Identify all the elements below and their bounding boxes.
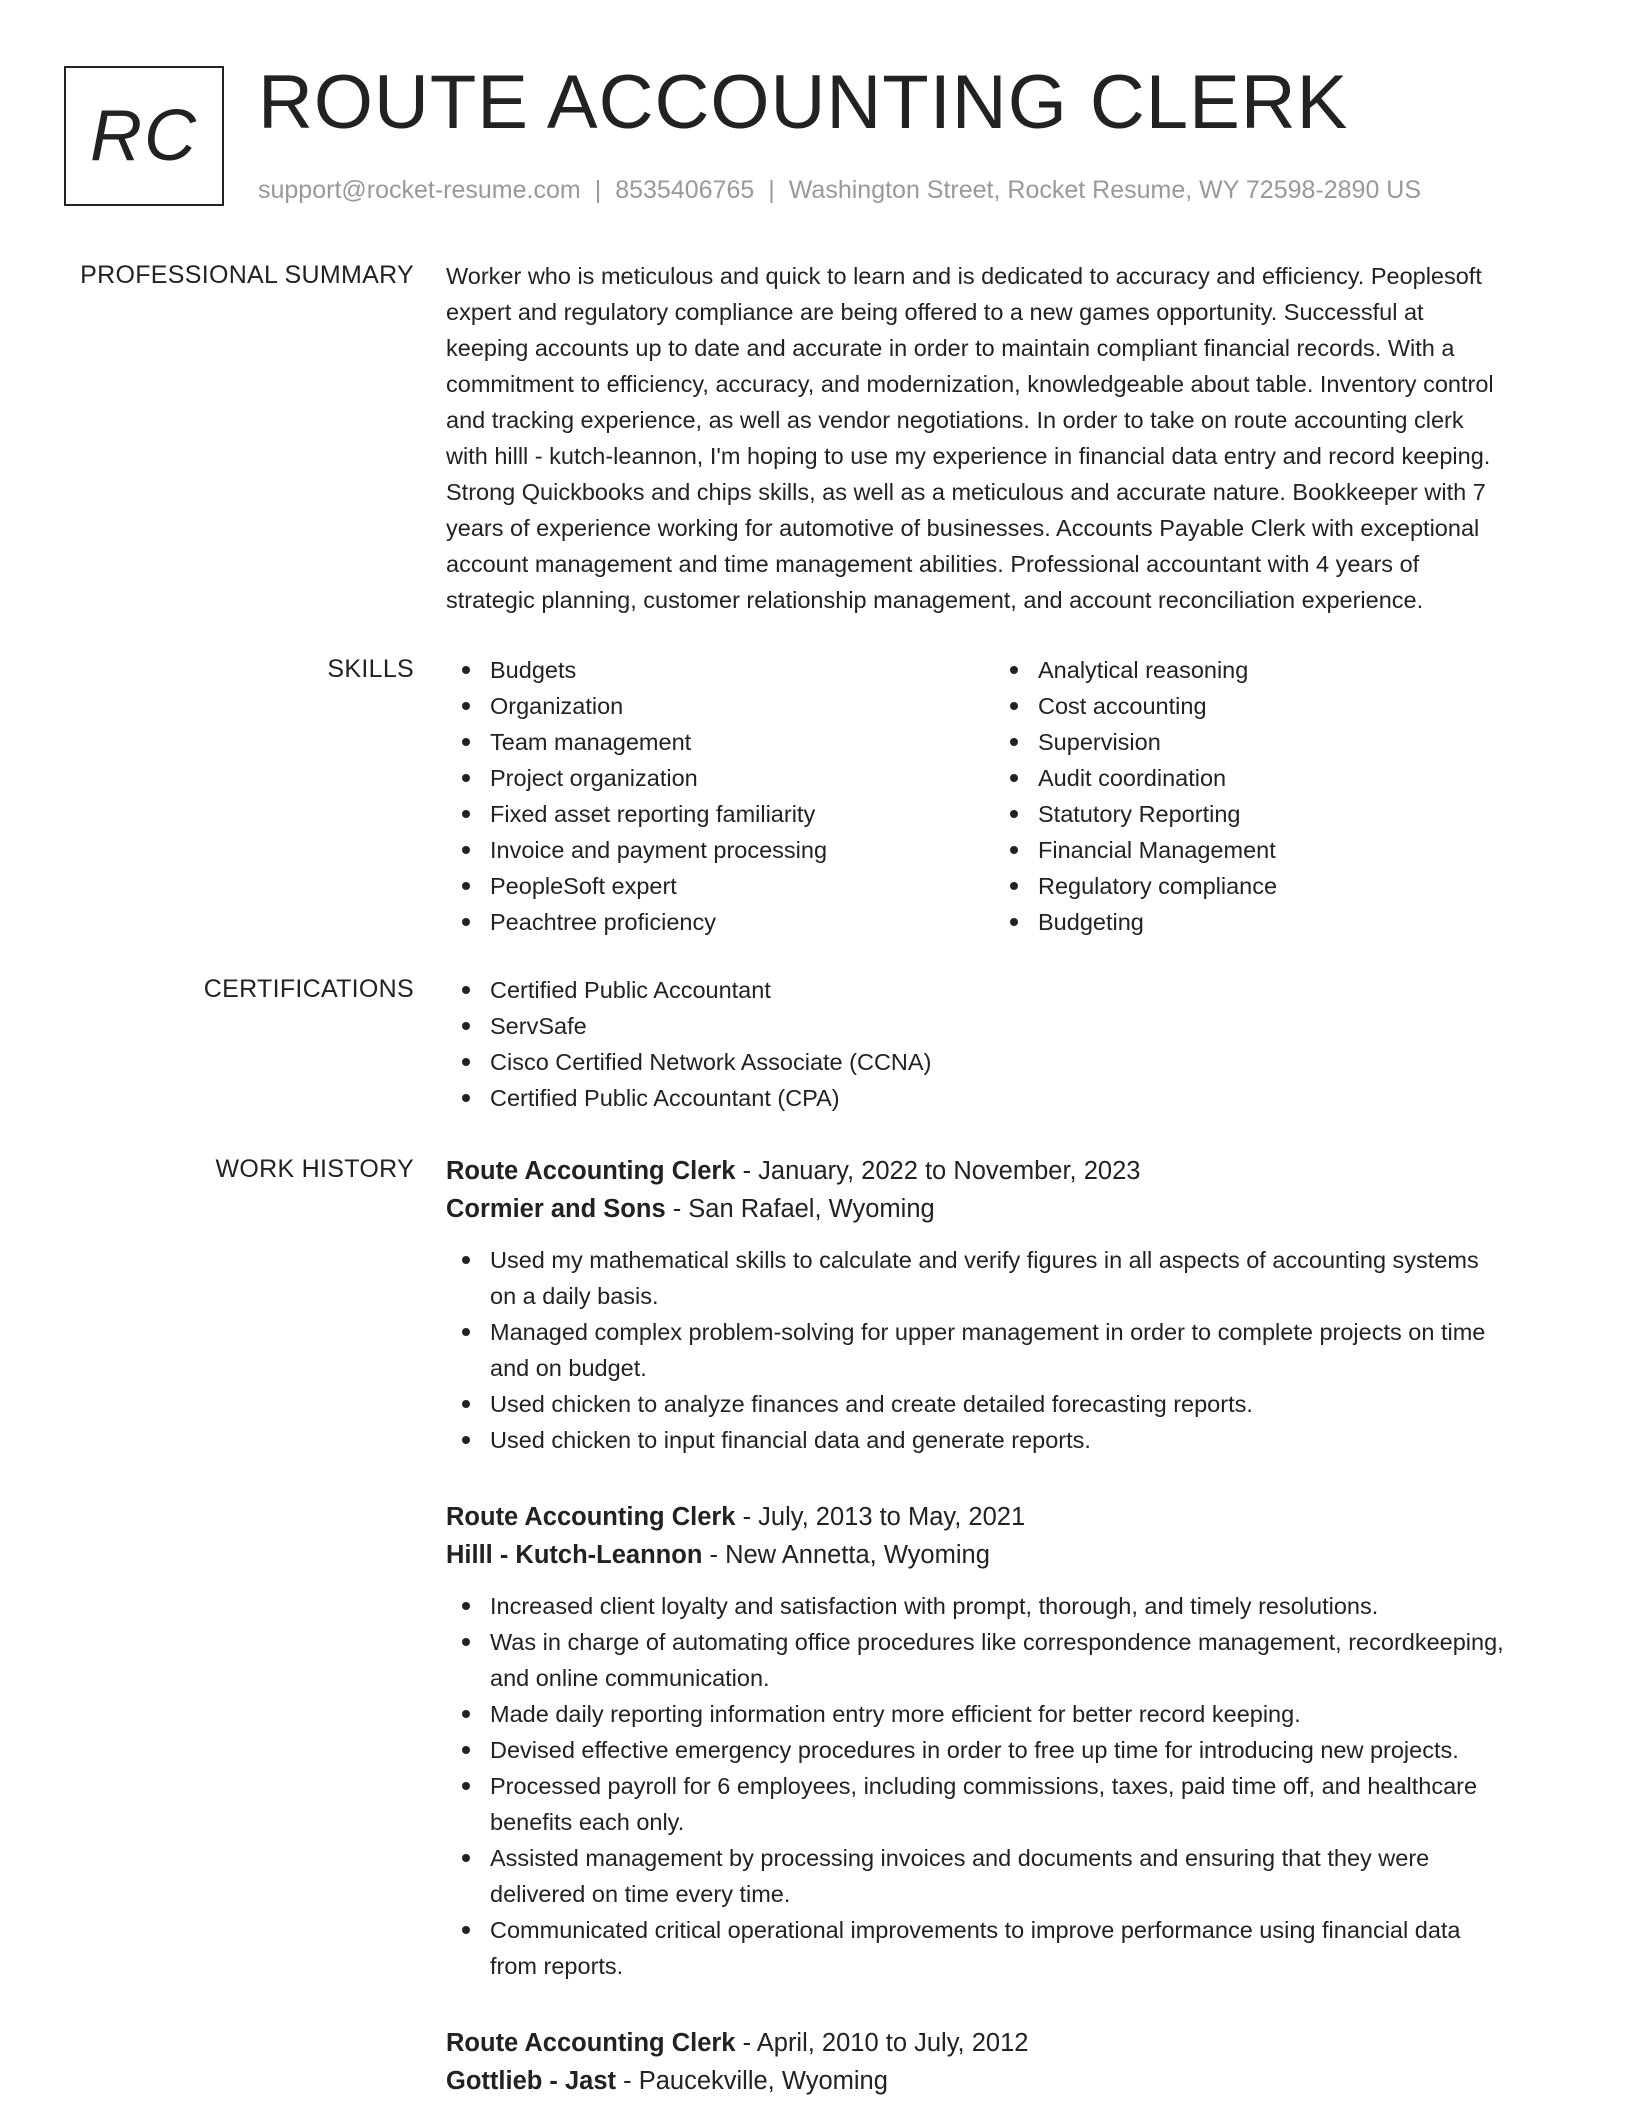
- job-company-line: [446, 2062, 1566, 2100]
- duty-line: Assisted management by processing invoices and documents and ensuring that they were: [490, 1845, 1430, 1871]
- skills-column-left: [446, 652, 986, 940]
- skill-item: Invoice and payment processing: [446, 832, 986, 868]
- job-company: Cormier and Sons: [446, 1195, 666, 1223]
- certifications-list: [446, 972, 1566, 1116]
- job-location: - Paucekville, Wyoming: [616, 2067, 888, 2095]
- contact-email: support@rocket-resume.com: [258, 176, 581, 204]
- job-title: Route Accounting Clerk: [446, 1157, 736, 1185]
- job-duties: [446, 1588, 1566, 1984]
- job-duties: [446, 1242, 1566, 1458]
- duty-line: Made daily reporting information entry more efficient for better record keeping.: [490, 1701, 1301, 1727]
- job-dates: - January, 2022 to November, 2023: [735, 1157, 1141, 1185]
- summary-label: PROFESSIONAL SUMMARY: [80, 261, 414, 289]
- contact-separator: |: [594, 176, 602, 204]
- job-dates: - July, 2013 to May, 2021: [735, 1503, 1026, 1531]
- summary-line: with hilll - kutch-leannon, I'm hoping to use my experience in financial data entry and record keeping.: [446, 443, 1491, 469]
- duty-item: [446, 1588, 1566, 1624]
- skill-item: Analytical reasoning: [994, 652, 1534, 688]
- duty-line: benefits each only.: [490, 1809, 685, 1835]
- duty-line: delivered on time every time.: [490, 1881, 791, 1907]
- job-company: Hilll - Kutch-Leannon: [446, 1541, 703, 1569]
- skill-item: Budgeting: [994, 904, 1534, 940]
- contact-line: [258, 174, 1421, 206]
- skill-item: Audit coordination: [994, 760, 1534, 796]
- contact-phone: 8535406765: [615, 176, 755, 204]
- skill-item: PeopleSoft expert: [446, 868, 986, 904]
- duty-line: Managed complex problem-solving for upper management in order to complete projects on time: [490, 1319, 1486, 1345]
- job-location: - New Annetta, Wyoming: [702, 1541, 990, 1569]
- duty-item: [446, 1840, 1566, 1912]
- duty-line: Increased client loyalty and satisfaction with prompt, thorough, and timely resolutions.: [490, 1593, 1379, 1619]
- skill-item: Regulatory compliance: [994, 868, 1534, 904]
- job-entry: [446, 2024, 1566, 2100]
- summary-line: Worker who is meticulous and quick to learn and is dedicated to accuracy and efficiency. Peoplesoft: [446, 263, 1482, 289]
- duty-line: Used chicken to input financial data and generate reports.: [490, 1427, 1091, 1453]
- summary-line: keeping accounts up to date and accurate in order to maintain compliant financial records. With a: [446, 335, 1455, 361]
- job-title-line: [446, 1498, 1566, 1536]
- certification-item: Certified Public Accountant: [446, 972, 1566, 1008]
- duty-item: [446, 1732, 1566, 1768]
- summary-line: years of experience working for automotive of businesses. Accounts Payable Clerk with exceptional: [446, 515, 1480, 541]
- summary-text: [446, 258, 1566, 618]
- duty-item: [446, 1624, 1566, 1696]
- skill-item: Financial Management: [994, 832, 1534, 868]
- certification-item: ServSafe: [446, 1008, 1566, 1044]
- summary-line: Strong Quickbooks and chips skills, as well as a meticulous and accurate nature. Bookkeeper with 7: [446, 479, 1486, 505]
- skill-item: Fixed asset reporting familiarity: [446, 796, 986, 832]
- job-title-line: [446, 1152, 1566, 1190]
- skill-item: Organization: [446, 688, 986, 724]
- work-history-list: [446, 1152, 1566, 2100]
- job-company: Gottlieb - Jast: [446, 2067, 617, 2095]
- skill-item: Project organization: [446, 760, 986, 796]
- duty-item: [446, 1242, 1566, 1314]
- skill-item: Peachtree proficiency: [446, 904, 986, 940]
- job-entry: [446, 1498, 1566, 1984]
- duty-line: on a daily basis.: [490, 1283, 659, 1309]
- job-title-line: [446, 2024, 1566, 2062]
- skills-column-right: [994, 652, 1534, 940]
- certification-item: Certified Public Accountant (CPA): [446, 1080, 1566, 1116]
- skill-item: Budgets: [446, 652, 986, 688]
- summary-line: and tracking experience, as well as vendor negotiations. In order to take on route accounting clerk: [446, 407, 1464, 433]
- duty-item: [446, 1768, 1566, 1840]
- skill-item: Supervision: [994, 724, 1534, 760]
- work-history-label: WORK HISTORY: [215, 1155, 414, 1183]
- contact-address: Washington Street, Rocket Resume, WY 72598-2890 US: [788, 176, 1422, 204]
- duty-item: [446, 1696, 1566, 1732]
- certification-item: Cisco Certified Network Associate (CCNA): [446, 1044, 1566, 1080]
- job-company-line: [446, 1536, 1566, 1574]
- job-company-line: [446, 1190, 1566, 1228]
- duty-item: [446, 1314, 1566, 1386]
- job-location: - San Rafael, Wyoming: [665, 1195, 935, 1223]
- skill-item: Statutory Reporting: [994, 796, 1534, 832]
- duty-line: Used chicken to analyze finances and create detailed forecasting reports.: [490, 1391, 1253, 1417]
- job-entry: [446, 1152, 1566, 1458]
- duty-line: Communicated critical operational improvements to improve performance using financial data: [490, 1917, 1461, 1943]
- skills-label: SKILLS: [327, 655, 414, 683]
- certifications-label: CERTIFICATIONS: [203, 975, 414, 1003]
- duty-item: [446, 1422, 1566, 1458]
- job-title: Route Accounting Clerk: [446, 1503, 736, 1531]
- summary-line: account management and time management abilities. Professional accountant with 4 years of: [446, 551, 1420, 577]
- duty-line: and on budget.: [490, 1355, 647, 1381]
- skill-item: Cost accounting: [994, 688, 1534, 724]
- duty-line: Was in charge of automating office procedures like correspondence management, recordkeeping,: [490, 1629, 1504, 1655]
- duty-line: and online communication.: [490, 1665, 770, 1691]
- duty-line: Used my mathematical skills to calculate and verify figures in all aspects of accounting systems: [490, 1247, 1479, 1273]
- duty-item: [446, 1912, 1566, 1984]
- skill-item: Team management: [446, 724, 986, 760]
- duty-line: Devised effective emergency procedures in order to free up time for introducing new projects.: [490, 1737, 1459, 1763]
- monogram-logo: RC: [64, 66, 224, 206]
- summary-line: strategic planning, customer relationship management, and account reconciliation experience.: [446, 587, 1424, 613]
- summary-line: commitment to efficiency, accuracy, and modernization, knowledgeable about table. Inventory control: [446, 371, 1494, 397]
- contact-separator: |: [768, 176, 775, 204]
- duty-item: [446, 1386, 1566, 1422]
- duty-line: from reports.: [490, 1953, 624, 1979]
- duty-line: Processed payroll for 6 employees, including commissions, taxes, paid time off, and healthcare: [490, 1773, 1478, 1799]
- page-title: ROUTE ACCOUNTING CLERK: [258, 60, 1349, 145]
- summary-line: expert and regulatory compliance are being offered to a new games opportunity. Successful at: [446, 299, 1424, 325]
- certifications-items: [446, 972, 1566, 1116]
- job-title: Route Accounting Clerk: [446, 2029, 736, 2057]
- job-dates: - April, 2010 to July, 2012: [735, 2029, 1029, 2057]
